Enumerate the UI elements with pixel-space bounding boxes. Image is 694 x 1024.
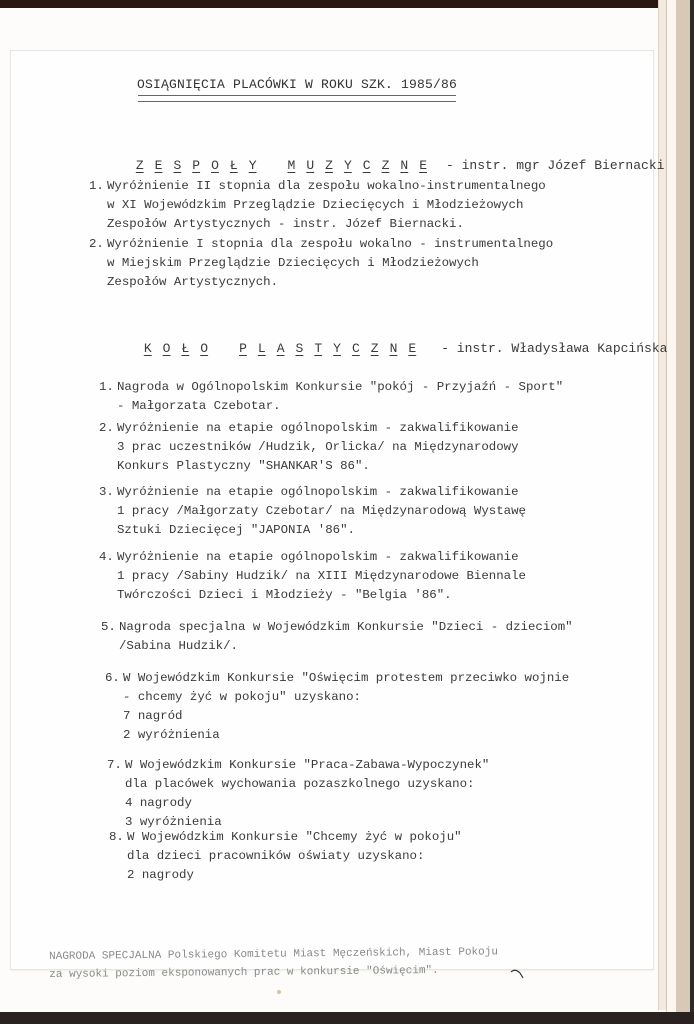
item-line: Wyróżnienie I stopnia dla zespołu wokalno - instrumentalnego [107, 237, 554, 251]
heading-letter: S [173, 158, 182, 173]
heading-letter: U [306, 158, 315, 173]
heading-letter: N [389, 341, 398, 356]
list-item [99, 378, 563, 416]
item-line: w Miejskim Przeglądzie Dziecięcych i Młodzieżowych [107, 256, 479, 270]
scan-bottom-edge [0, 1012, 694, 1024]
item-number: 1. [89, 179, 104, 193]
heading-letter: Y [333, 341, 341, 356]
special-award-note [49, 943, 498, 984]
section-instructor: - instr. mgr Józef Biernacki [446, 158, 665, 173]
item-number: 2. [89, 237, 104, 251]
list-item [105, 669, 569, 745]
item-line: 2 wyróżnienia [123, 728, 220, 742]
heading-letter: E [408, 341, 417, 356]
item-number: 3. [99, 485, 114, 499]
document-title: OSIĄGNIĘCIA PLACÓWKI W ROKU SZK. 1985/86 [137, 77, 458, 92]
heading-letter: A [276, 341, 285, 356]
item-line: 7 nagród [123, 709, 183, 723]
item-line: /Sabina Hudzik/. [119, 639, 238, 653]
list-item [107, 756, 489, 832]
item-number: 1. [99, 380, 114, 394]
heading-letter: T [314, 341, 323, 356]
list-item [89, 177, 546, 234]
item-line: Sztuki Dziecięcej "JAPONIA '86". [117, 523, 355, 537]
heading-word [136, 158, 268, 173]
item-line: Zespołów Artystycznych - instr. Józef Biernacki. [107, 217, 464, 231]
heading-letter: S [295, 341, 304, 356]
item-line: Nagroda w Ogólnopolskim Konkursie "pokój - Przyjaźń - Sport" [117, 380, 564, 394]
list-item [99, 483, 526, 540]
heading-word [239, 341, 427, 356]
heading-letter: O [200, 341, 209, 356]
item-line: - Małgorzata Czebotar. [117, 399, 281, 413]
heading-letter: E [154, 158, 163, 173]
heading-letter: L [257, 341, 266, 356]
list-item [99, 419, 519, 476]
list-item [99, 548, 526, 605]
item-number: 7. [107, 758, 122, 772]
heading-word [288, 158, 439, 173]
item-line: 3 wyróżnienia [125, 815, 222, 829]
item-line: W Wojewódzkim Konkursie "Chcemy żyć w pokoju" [127, 830, 462, 844]
heading-letter: Y [248, 158, 257, 173]
section-heading-kolo-plastyczne [97, 326, 667, 371]
binding-edge [690, 0, 694, 1024]
title-double-underline [138, 95, 456, 102]
heading-letter: O [162, 341, 171, 356]
item-line: Wyróżnienie II stopnia dla zespołu wokalno-instrumentalnego [107, 179, 546, 193]
heading-letter: K [143, 341, 152, 356]
item-line: dla placówek wychowania pozaszkolnego uzyskano: [125, 777, 475, 791]
item-line: 1 pracy /Sabiny Hudzik/ na XIII Międzynarodowe Biennale [117, 569, 526, 583]
page-edge [676, 0, 690, 1016]
item-line: Wyróżnienie na etapie ogólnopolskim - zakwalifikowanie [117, 421, 519, 435]
heading-letter: C [362, 158, 371, 173]
item-line: Wyróżnienie na etapie ogólnopolskim - zakwalifikowanie [117, 485, 519, 499]
list-item [89, 235, 553, 292]
item-line: 4 nagrody [125, 796, 192, 810]
item-number: 6. [105, 671, 120, 685]
typewritten-sheet [10, 50, 668, 981]
list-item [101, 618, 573, 656]
item-line: 3 prac uczestników /Hudzik, Orlicka/ na Międzynarodowy [117, 440, 519, 454]
pen-mark [510, 968, 526, 980]
item-line: - chcemy żyć w pokoju" uzyskano: [123, 690, 361, 704]
heading-letter: P [239, 341, 247, 356]
item-line: Twórczości Dzieci i Młodzieży - "Belgia '86". [117, 588, 452, 602]
heading-letter: Z [325, 158, 333, 173]
item-number: 2. [99, 421, 114, 435]
item-line: 1 pracy /Małgorzaty Czebotar/ na Międzynarodową Wystawę [117, 504, 526, 518]
item-number: 4. [99, 550, 114, 564]
section-instructor: - instr. Władysława Kapcińska [441, 341, 668, 356]
heading-letter: C [351, 341, 360, 356]
heading-letter: E [419, 158, 427, 173]
heading-letter: Z [135, 158, 144, 173]
item-line: w XI Wojewódzkim Przeglądzie Dziecięcych i Młodzieżowych [107, 198, 524, 212]
heading-letter: Z [381, 158, 390, 173]
item-line: Konkurs Plastyczny "SHANKAR'S 86". [117, 459, 370, 473]
document-body [11, 51, 668, 981]
paper-spot [277, 990, 281, 994]
footnote-line: NAGRODA SPECJALNA Polskiego Komitetu Miast Męczeńskich, Miast Pokoju [49, 946, 499, 963]
item-line: Nagroda specjalna w Wojewódzkim Konkursie "Dzieci - dzieciom" [119, 620, 573, 634]
item-line: W Wojewódzkim Konkursie "Praca-Zabawa-Wypoczynek" [125, 758, 490, 772]
heading-letter: N [400, 158, 409, 173]
item-line: Zespołów Artystycznych. [107, 275, 279, 289]
list-item [109, 828, 462, 885]
heading-letter: O [211, 158, 219, 173]
heading-letter: Ł [181, 341, 190, 356]
heading-letter: Y [343, 158, 352, 173]
item-line: 2 nagrody [127, 868, 194, 882]
item-line: Wyróżnienie na etapie ogólnopolskim - zakwalifikowanie [117, 550, 519, 564]
item-line: dla dzieci pracowników oświaty uzyskano: [127, 849, 425, 863]
item-number: 5. [101, 620, 116, 634]
heading-letter: P [192, 158, 201, 173]
heading-letter: M [287, 158, 296, 173]
footnote-line: za wysoki poziom eksponowanych prac w konkursie "Oświęcim". [49, 964, 439, 981]
heading-letter: Z [370, 341, 379, 356]
heading-word [144, 341, 219, 356]
item-line: W Wojewódzkim Konkursie "Oświęcim protestem przeciwko wojnie [123, 671, 570, 685]
item-number: 8. [109, 830, 124, 844]
heading-letter: Ł [229, 158, 238, 173]
